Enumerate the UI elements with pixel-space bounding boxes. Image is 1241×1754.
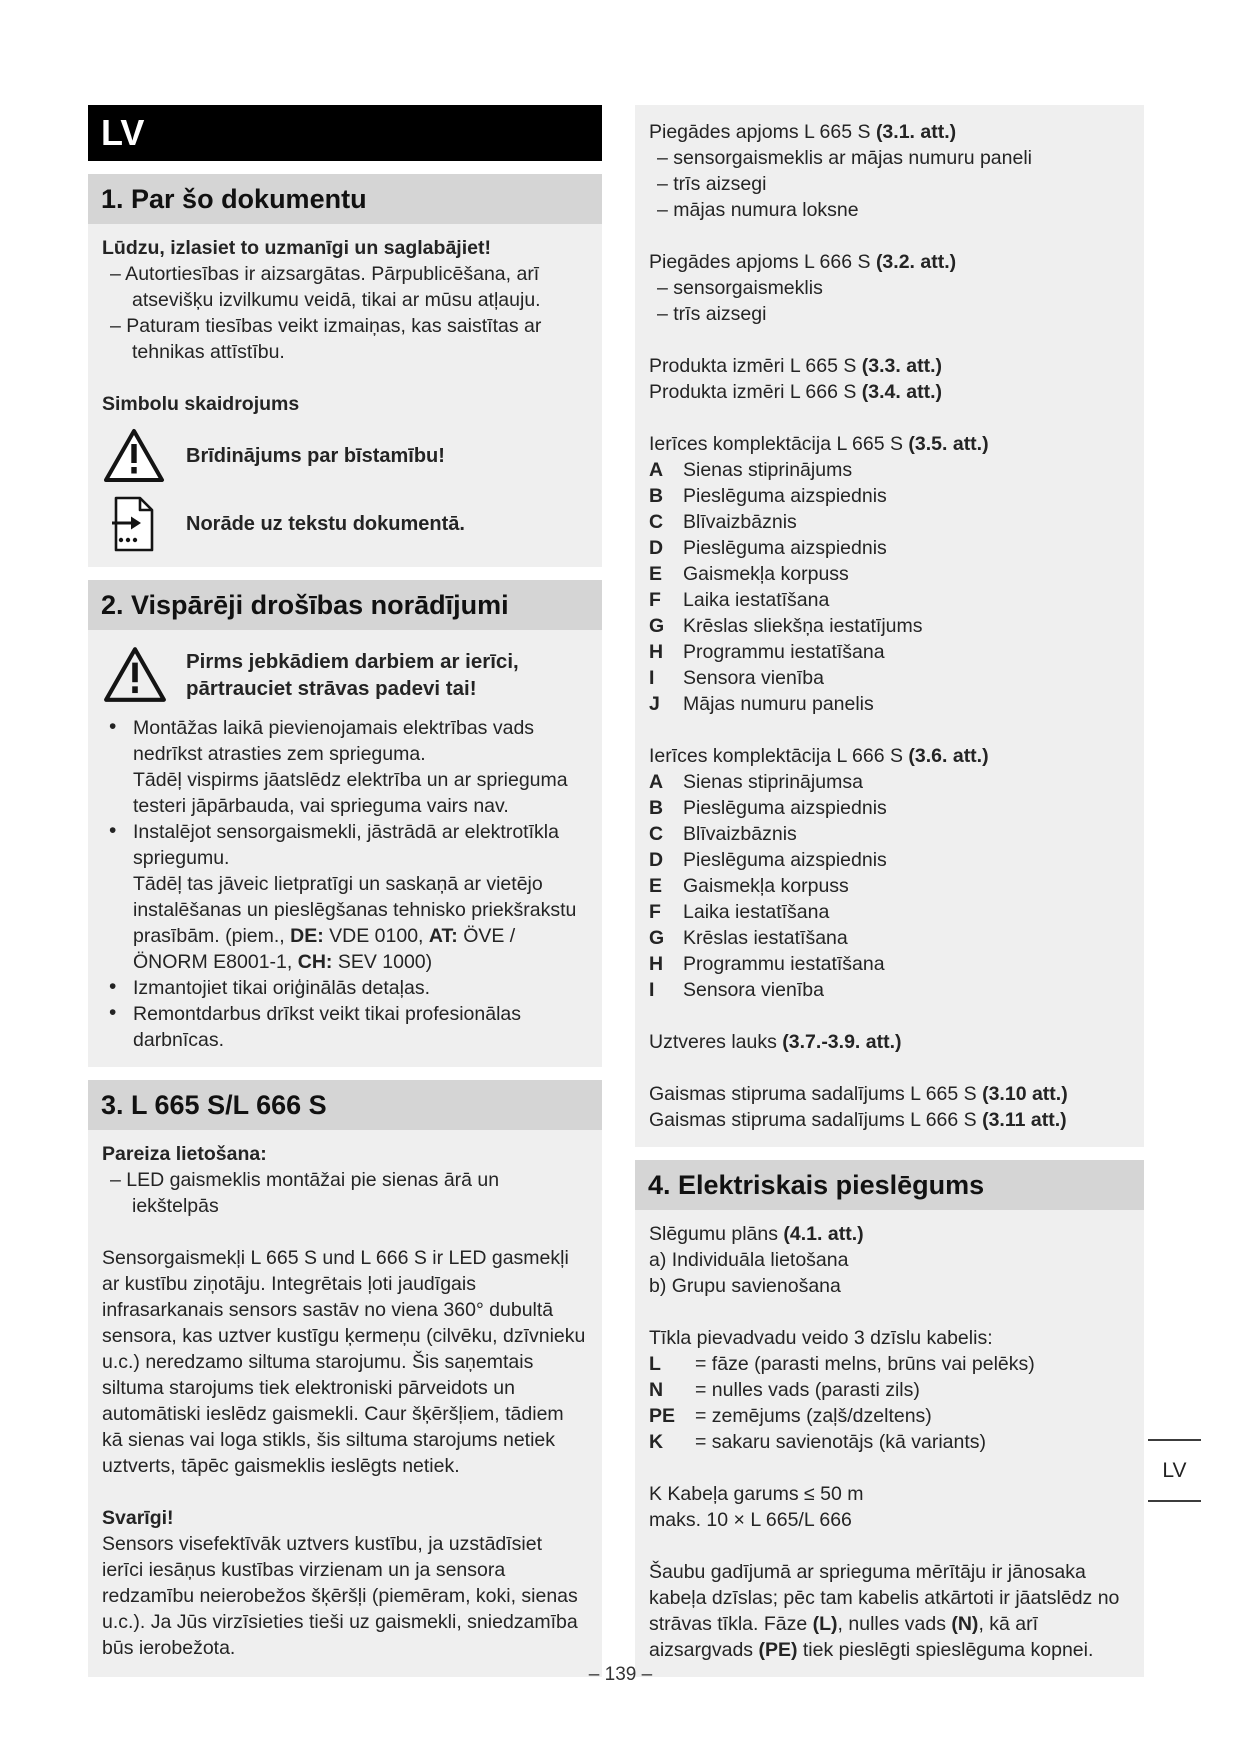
safety-bullet-2	[102, 819, 588, 975]
section-1-lead: Lūdzu, izlasiet to uzmanīgi un saglabājiet!	[102, 237, 491, 259]
bullet-paragraph: Tādēļ tas jāveic lietpratīgi un saskaņā ar vietējo instalēšanas un pieslēgšanas tehnisko priekšrakstu prasībām. (piem., DE: VDE 0100, AT: ÖVE / ÖNORM E8001-1, CH: SEV 1000)	[133, 873, 577, 973]
safety-bullet-1	[102, 715, 588, 819]
section-3-paragraph-2: Sensors visefektīvāk uztvers kustību, ja uzstādīsiet ierīci iesāņus kustības virzienam un ja sensora redzamību neierobežos šķēršļi (piemēram, koki, sienas u.c.). Ja Jūs virzīsieties tieši uz gaismekli, sniedzamība būs ierobežota.	[102, 1533, 578, 1659]
component-row	[649, 587, 1130, 613]
proper-use-item: – LED gaismeklis montāžai pie sienas ārā un iekštelpās	[110, 1169, 500, 1217]
document-note-icon	[111, 495, 157, 553]
dash-list-item: – trīs aizsegi	[657, 303, 767, 325]
language-side-tab: LV	[1148, 1439, 1201, 1502]
component-letter: E	[649, 563, 663, 585]
component-letter: C	[649, 823, 664, 845]
component-letter: I	[649, 979, 655, 1001]
component-label: Gaismekļa korpuss	[683, 875, 849, 897]
important-heading: Svarīgi!	[102, 1507, 174, 1529]
component-letter: D	[649, 849, 664, 871]
component-row	[649, 925, 1130, 951]
dash-list-item: – trīs aizsegi	[657, 173, 767, 195]
wire-code: N	[649, 1379, 664, 1401]
wire-row	[649, 1403, 1130, 1429]
page-number: – 139 –	[588, 1664, 653, 1685]
section-1-panel	[88, 224, 602, 567]
right-column	[635, 105, 1144, 1677]
component-row	[649, 821, 1130, 847]
wire-description: = sakaru savienotājs (kā variants)	[695, 1431, 987, 1453]
safety-bullet-4	[102, 1001, 588, 1053]
circuit-plan-option-a: a) Individuāla lietošana	[649, 1249, 849, 1271]
section-2-panel	[88, 630, 602, 1067]
safety-bullet-3	[102, 975, 588, 1001]
component-label: Gaismekļa korpuss	[683, 563, 849, 585]
note-symbol-label: Norāde uz tekstu dokumentā.	[186, 513, 465, 535]
dash-list-item: – Paturam tiesības veikt izmaiņas, kas saistītas ar tehnikas attīstību.	[110, 315, 542, 363]
component-row	[649, 899, 1130, 925]
wire-description: = fāze (parasti melns, brūns vai pelēks)	[695, 1353, 1035, 1375]
component-letter: J	[649, 693, 660, 715]
section-3-panel	[88, 1130, 602, 1677]
component-letter: G	[649, 615, 665, 637]
scope-l665-heading: Piegādes apjoms L 665 S (3.1. att.)	[649, 121, 957, 143]
wire-list	[649, 1351, 1130, 1455]
section-4-final-paragraph: Šaubu gadījumā ar sprieguma mērītāju ir jānosaka kabeļa dzīslas; pēc tam kabelis atkārtoti ir jāatslēdz no strāvas tīkla. Fāze (L), nulles vads (N), kā arī aizsargvads (PE) tiek pieslēgti spieslēguma kopnei.	[649, 1561, 1120, 1661]
component-label: Blīvaizbāznis	[683, 823, 797, 845]
component-label: Sienas stiprinājums	[683, 459, 853, 481]
bullet-paragraph: • Remontdarbus drīkst veikt tikai profesionālas darbnīcas.	[133, 1003, 522, 1051]
component-letter: F	[649, 901, 661, 923]
component-label: Blīvaizbāznis	[683, 511, 797, 533]
wire-description: = zemējums (zaļš/dzeltens)	[695, 1405, 932, 1427]
note-symbol-row	[102, 495, 588, 553]
section-1-header: 1. Par šo dokumentu	[88, 174, 602, 224]
dash-list-item: – Autortiesības ir aizsargātas. Pārpublicēšana, arī atsevišķu izvilkumu veidā, tikai ar mūsu atļauju.	[110, 263, 541, 311]
section-2-warning-text	[186, 648, 519, 702]
component-letter: C	[649, 511, 664, 533]
component-label: Programmu iestatīšana	[683, 953, 885, 975]
cable-length-line: K Kabeļa garums ≤ 50 m	[649, 1483, 864, 1505]
component-row	[649, 457, 1130, 483]
warning-symbol-row	[102, 427, 588, 485]
scope-l665-list	[649, 145, 1130, 223]
component-label: Sensora vienība	[683, 667, 824, 689]
component-letter: I	[649, 667, 655, 689]
component-row	[649, 977, 1130, 1003]
section-2-warning	[102, 645, 588, 705]
warning-text-line1: Pirms jebkādiem darbiem ar ierīci,	[186, 650, 519, 673]
components-l666-heading: Ierīces komplektācija L 666 S (3.6. att.)	[649, 745, 989, 767]
wire-row	[649, 1429, 1130, 1455]
dash-list-item: – sensorgaismeklis	[657, 277, 823, 299]
wire-row	[649, 1377, 1130, 1403]
wire-code: K	[649, 1431, 664, 1453]
warning-triangle-icon	[102, 427, 166, 485]
component-row	[649, 691, 1130, 717]
component-row	[649, 483, 1130, 509]
scope-l666-heading: Piegādes apjoms L 666 S (3.2. att.)	[649, 251, 957, 273]
component-letter: A	[649, 459, 664, 481]
component-label: Programmu iestatīšana	[683, 641, 885, 663]
component-label: Krēslas iestatīšana	[683, 927, 848, 949]
dash-list-item: – mājas numura loksne	[657, 199, 859, 221]
component-row	[649, 951, 1130, 977]
warning-triangle-icon	[102, 645, 168, 705]
component-row	[649, 613, 1130, 639]
component-letter: A	[649, 771, 664, 793]
warning-symbol-label: Brīdinājums par bīstamību!	[186, 445, 445, 467]
max-units-line: maks. 10 × L 665/L 666	[649, 1509, 852, 1531]
components-l665-list	[649, 457, 1130, 717]
component-label: Pieslēguma aizspiednis	[683, 485, 887, 507]
section-2-header: 2. Vispārēji drošības norādījumi	[88, 580, 602, 630]
component-label: Pieslēguma aizspiednis	[683, 797, 887, 819]
component-label: Pieslēguma aizspiednis	[683, 537, 887, 559]
component-label: Krēslas sliekšņa iestatījums	[683, 615, 923, 637]
section-1-dash-list	[102, 261, 588, 365]
component-label: Pieslēguma aizspiednis	[683, 849, 887, 871]
symbols-heading: Simbolu skaidrojums	[102, 393, 300, 415]
component-letter: H	[649, 641, 664, 663]
component-letter: D	[649, 537, 664, 559]
scope-l666-list	[649, 275, 1130, 327]
component-label: Sienas stiprinājumsa	[683, 771, 863, 793]
section-3-header: 3. L 665 S/L 666 S	[88, 1080, 602, 1130]
light-distribution-l665-line: Gaismas stipruma sadalījums L 665 S (3.10 att.)	[649, 1083, 1068, 1105]
component-row	[649, 665, 1130, 691]
bullet-paragraph: • Izmantojiet tikai oriģinālās detaļas.	[133, 977, 430, 999]
component-row	[649, 561, 1130, 587]
wire-code: PE	[649, 1405, 676, 1427]
component-label: Mājas numuru panelis	[683, 693, 874, 715]
component-row	[649, 535, 1130, 561]
left-column	[88, 105, 602, 1677]
detection-field-line: Uztveres lauks (3.7.-3.9. att.)	[649, 1031, 902, 1053]
component-letter: G	[649, 927, 665, 949]
warning-text-line2: pārtrauciet strāvas padevi tai!	[186, 677, 477, 700]
proper-use-heading: Pareiza lietošana:	[102, 1143, 267, 1165]
bullet-paragraph: • Instalējot sensorgaismekli, jāstrādā ar elektrotīkla spriegumu.	[133, 821, 559, 869]
component-label: Sensora vienība	[683, 979, 824, 1001]
component-label: Laika iestatīšana	[683, 589, 830, 611]
section-4-header: 4. Elektriskais pieslēgums	[635, 1160, 1144, 1210]
component-letter: H	[649, 953, 664, 975]
section-4-panel	[635, 1210, 1144, 1677]
component-row	[649, 847, 1130, 873]
component-row	[649, 509, 1130, 535]
dash-list-item: – sensorgaismeklis ar mājas numuru paneli	[657, 147, 1033, 169]
component-row	[649, 795, 1130, 821]
language-banner: LV	[88, 105, 602, 161]
section-3-paragraph-1: Sensorgaismekļi L 665 S und L 666 S ir LED gasmekļi ar kustību ziņotāju. Integrētais ļoti jaudīgais infrasarkanais sensors sastāv no viena 360° dubultā sensora, kas uztver kustīgu ķermeņu (cilvēku, dzīvnieku u.c.) neredzamo siltuma starojumu. Šis saņemtais siltuma starojums tiek elektroniski pārveidots un automātiski ieslēdz gaismekli. Caur šķēršļiem, tādiem kā sienas vai loga stikls, šis siltuma starojums netiek uztverts, tāpēc gaismeklis ieslēgts netiek.	[102, 1247, 586, 1477]
wire-description: = nulles vads (parasti zils)	[695, 1379, 920, 1401]
dimensions-l665-line: Produkta izmēri L 665 S (3.3. att.)	[649, 355, 942, 377]
circuit-plan-heading: Slēgumu plāns (4.1. att.)	[649, 1223, 864, 1245]
components-l665-heading: Ierīces komplektācija L 665 S (3.5. att.)	[649, 433, 989, 455]
component-row	[649, 873, 1130, 899]
circuit-plan-option-b: b) Grupu savienošana	[649, 1275, 841, 1297]
component-letter: B	[649, 797, 664, 819]
light-distribution-l666-line: Gaismas stipruma sadalījums L 666 S (3.11 att.)	[649, 1109, 1067, 1131]
cable-intro-line: Tīkla pievadvadu veido 3 dzīslu kabelis:	[649, 1327, 993, 1349]
wire-code: L	[649, 1353, 661, 1375]
component-letter: E	[649, 875, 663, 897]
bullet-paragraph: Tādēļ vispirms jāatslēdz elektrība un ar sprieguma testeri jāpārbauda, vai sprieguma vairs nav.	[133, 769, 568, 817]
bullet-paragraph: • Montāžas laikā pievienojamais elektrības vads nedrīkst atrasties zem sprieguma.	[133, 717, 535, 765]
component-letter: F	[649, 589, 661, 611]
overview-panel	[635, 105, 1144, 1147]
component-row	[649, 639, 1130, 665]
component-label: Laika iestatīšana	[683, 901, 830, 923]
dimensions-l666-line: Produkta izmēri L 666 S (3.4. att.)	[649, 381, 942, 403]
components-l666-list	[649, 769, 1130, 1003]
component-row	[649, 769, 1130, 795]
wire-row	[649, 1351, 1130, 1377]
component-letter: B	[649, 485, 664, 507]
